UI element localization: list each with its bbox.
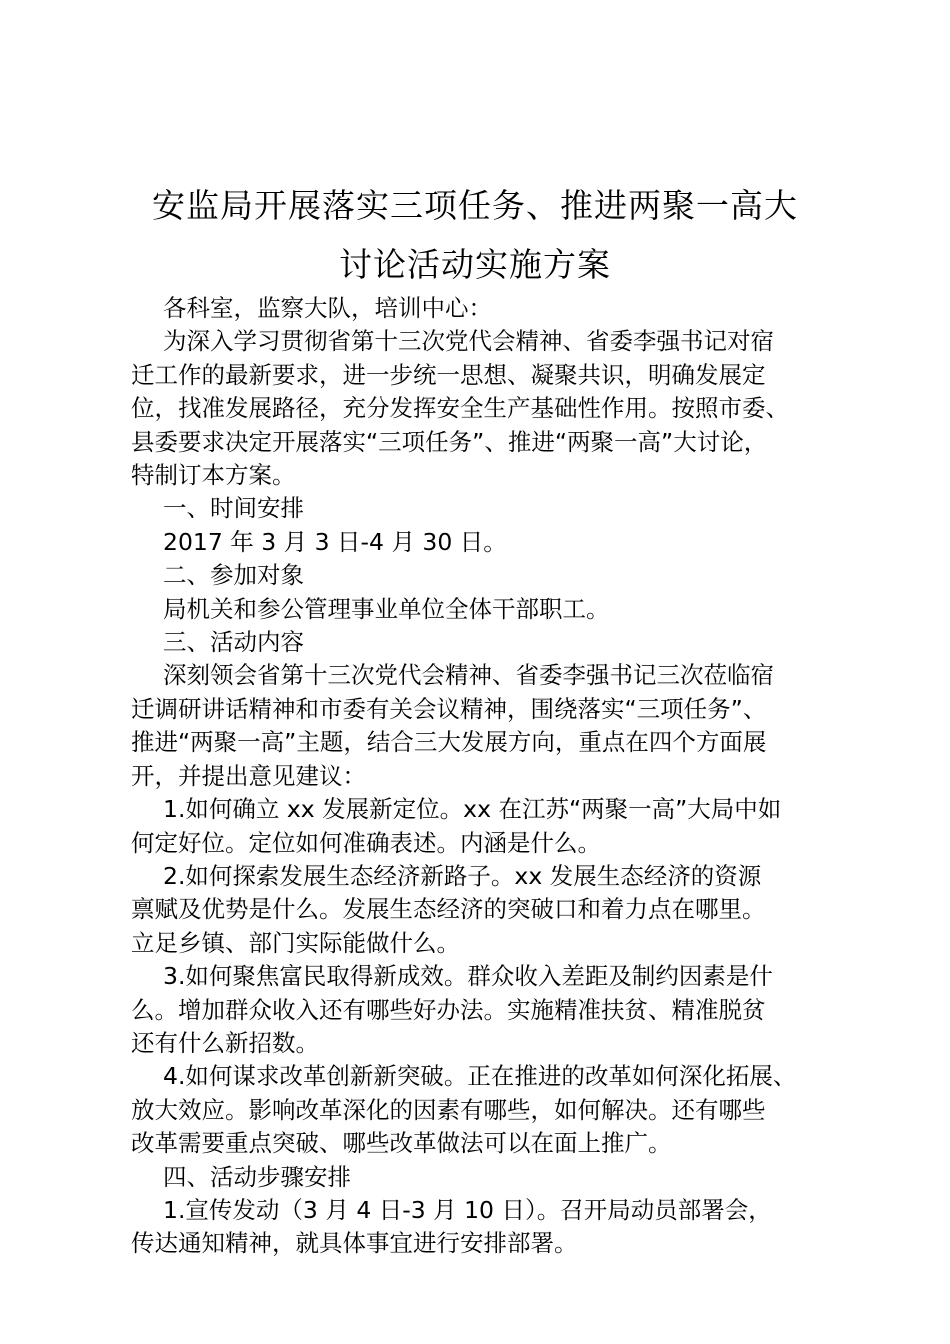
body-line: 为深入学习贯彻省第十三次党代会精神、省委李强书记对宿 <box>163 327 774 356</box>
body-line: 禀赋及优势是什么。发展生态经济的突破口和着力点在哪里。 <box>131 895 766 924</box>
document-title-line-2: 讨论活动实施方案 <box>339 245 611 284</box>
body-line: 何定好位。定位如何准确表述。内涵是什么。 <box>131 828 601 857</box>
body-line: 推进“两聚一高”主题，结合三大发展方向，重点在四个方面展 <box>131 728 767 757</box>
body-line: 立足乡镇、部门实际能做什么。 <box>131 928 460 957</box>
body-line: 特制订本方案。 <box>131 461 296 490</box>
document-body <box>131 292 831 1261</box>
body-line: 一、时间安排 <box>163 494 304 523</box>
body-line: 3.如何聚焦富民取得新成效。群众收入差距及制约因素是什 <box>163 962 773 991</box>
body-line: 么。增加群众收入还有哪些好办法。实施精准扶贫、精准脱贫 <box>131 995 766 1024</box>
body-line: 二、参加对象 <box>163 561 304 590</box>
body-line: 深刻领会省第十三次党代会精神、省委李强书记三次莅临宿 <box>163 661 774 690</box>
body-line: 2017 年 3 月 3 日-4 月 30 日。 <box>163 527 507 556</box>
body-line: 县委要求决定开展落实“三项任务”、推进“两聚一高”大讨论， <box>131 427 768 456</box>
body-line: 放大效应。影响改革深化的因素有哪些，如何解决。还有哪些 <box>131 1095 766 1124</box>
body-line: 局机关和参公管理事业单位全体干部职工。 <box>163 594 610 623</box>
document-title-line-1: 安监局开展落实三项任务、推进两聚一高大 <box>152 186 798 225</box>
body-line: 1.宣传发动（3 月 4 日-3 月 10 日）。召开局动员部署会， <box>163 1195 772 1224</box>
body-line: 改革需要重点突破、哪些改革做法可以在面上推广。 <box>131 1129 672 1158</box>
body-line: 4.如何谋求改革创新新突破。正在推进的改革如何深化拓展、 <box>163 1062 797 1091</box>
body-line: 迁工作的最新要求，进一步统一思想、凝聚共识，明确发展定 <box>131 360 766 389</box>
body-line: 传达通知精神，就具体事宜进行安排部署。 <box>131 1229 578 1258</box>
body-line: 1.如何确立 xx 发展新定位。xx 在江苏“两聚一高”大局中如 <box>163 795 782 824</box>
body-line: 还有什么新招数。 <box>131 1028 319 1057</box>
body-line: 开，并提出意见建议： <box>131 761 366 790</box>
body-line: 2.如何探索发展生态经济新路子。xx 发展生态经济的资源 <box>163 861 762 890</box>
body-line: 四、活动步骤安排 <box>163 1162 351 1191</box>
body-line: 迁调研讲话精神和市委有关会议精神，围绕落实“三项任务”、 <box>131 694 767 723</box>
body-line: 位，找准发展路径，充分发挥安全生产基础性作用。按照市委、 <box>131 394 789 423</box>
body-line: 各科室，监察大队，培训中心： <box>163 294 492 322</box>
body-line: 三、活动内容 <box>163 628 304 657</box>
